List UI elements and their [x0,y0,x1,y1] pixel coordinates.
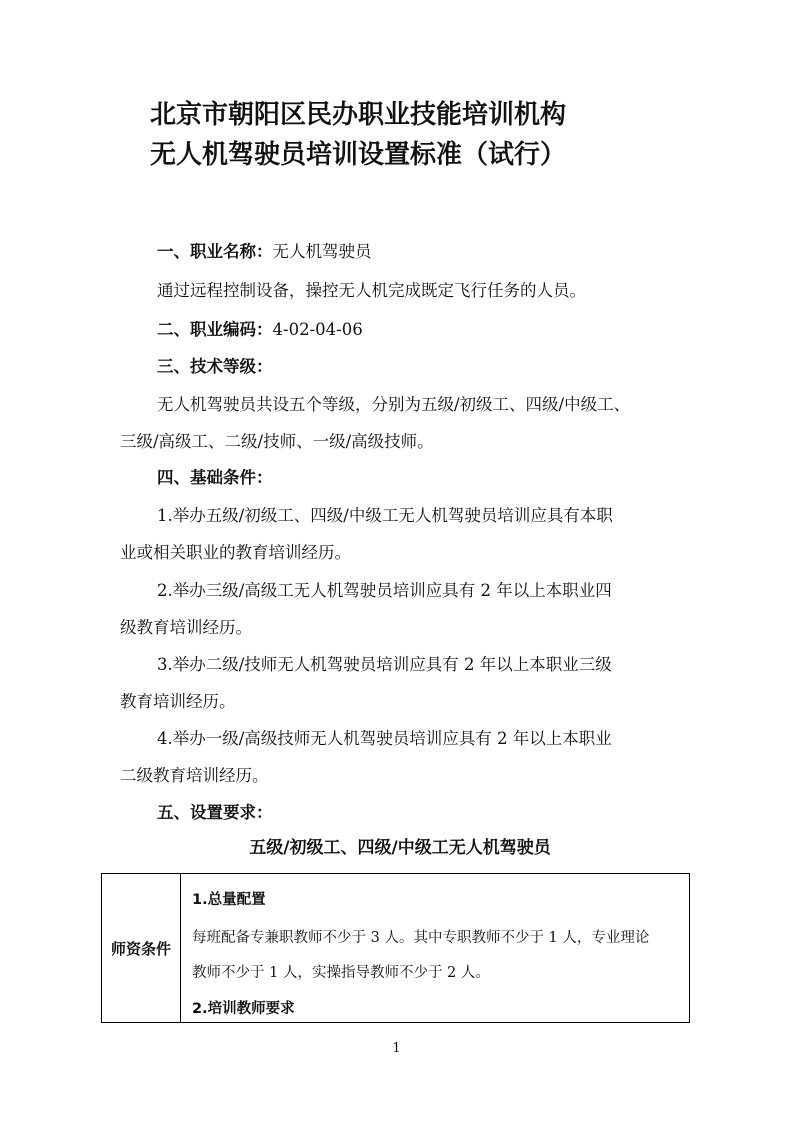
section-3-text-line-1: 无人机驾驶员共设五个等级，分别为五级/初级工、四级/中级工、 [157,395,631,414]
table-cell-total-config-text-1: 每班配备专兼职教师不少于 3 人。其中专职教师不少于 1 人，专业理论 [192,930,650,946]
section-4-item-3-line-2: 教育培训经历。 [120,692,236,711]
section-4-item-2-line-2: 级教育培训经历。 [120,618,252,637]
section-4-item-3-line-1: 3.举办二级/技师无人机驾驶员培训应具有 2 年以上本职业三级 [157,655,612,674]
table-cell-total-config-text-2: 教师不少于 1 人，实操指导教师不少于 2 人。 [192,965,490,981]
section-2 [157,318,717,342]
document-title-line-2: 无人机驾驶员培训设置标准（试行） [150,140,567,170]
section-1-label: 一、职业名称： [157,242,273,261]
section-4-item-2-line-1: 2.举办三级/高级工无人机驾驶员培训应具有 2 年以上本职业四 [157,581,612,600]
section-2-label: 二、职业编码： [157,320,273,339]
table-column-divider [180,874,181,1022]
document-title-line-1: 北京市朝阳区民办职业技能培训机构 [150,100,567,130]
section-1 [157,240,717,264]
section-5-label: 五、设置要求： [157,803,273,822]
table-cell-teacher-req-heading: 2.培训教师要求 [192,1001,295,1017]
section-3-text-line-2: 三级/高级工、二级/技师、一级/高级技师。 [120,432,434,451]
section-1-value: 无人机驾驶员 [272,242,372,261]
section-4-item-1-line-1: 1.举办五级/初级工、四级/中级工无人机驾驶员培训应具有本职 [157,506,613,525]
table-row-header: 师资条件 [110,939,171,958]
section-4-label: 四、基础条件： [157,468,273,487]
page-number: 1 [392,1041,401,1056]
table-subtitle: 五级/初级工、四级/中级工无人机驾驶员 [249,838,551,858]
requirements-table [101,873,690,1023]
section-4-item-4-line-2: 二级教育培训经历。 [120,766,269,785]
section-4-item-4-line-1: 4.举办一级/高级技师无人机驾驶员培训应具有 2 年以上本职业 [157,729,612,748]
section-1-description: 通过远程控制设备，操控无人机完成既定飞行任务的人员。 [157,281,586,300]
section-3-label: 三、技术等级： [157,357,273,376]
section-4-item-1-line-2: 业或相关职业的教育培训经历。 [120,543,351,562]
table-cell-total-config-heading: 1.总量配置 [192,892,266,908]
section-2-value: 4-02-04-06 [272,320,363,339]
